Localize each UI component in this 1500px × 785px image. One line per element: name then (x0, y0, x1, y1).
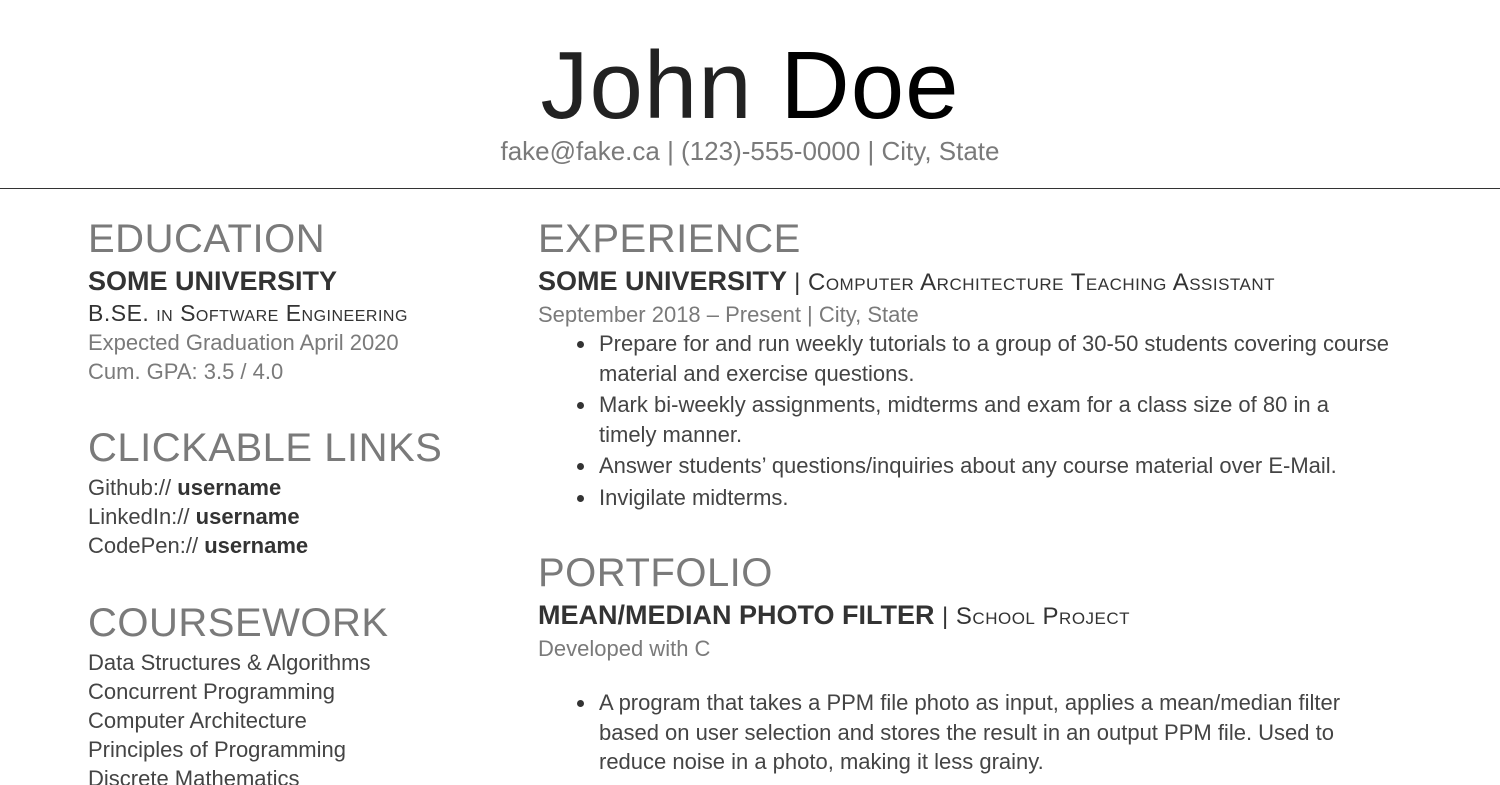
link-codepen[interactable] (88, 531, 508, 560)
link-prefix: CodePen:// (88, 533, 199, 558)
link-handle[interactable]: username (195, 504, 300, 529)
experience-section (538, 214, 1418, 512)
portfolio-section (538, 548, 1418, 777)
course-item: Discrete Mathematics (88, 766, 300, 785)
course-item: Computer Architecture (88, 708, 307, 733)
right-column (538, 214, 1418, 779)
bullet-item: A program that takes a PPM file photo as input, applies a mean/median filter based on user selection and stores the result in an output PPM file. Used to reduce noise in a photo, making it less grainy. (599, 688, 1389, 777)
education-section (88, 214, 508, 386)
coursework-section (88, 598, 508, 785)
link-linkedin[interactable] (88, 502, 508, 531)
last-name: Doe (780, 32, 960, 139)
bullet-item: Prepare for and run weekly tutorials to a group of 30-50 students covering course material and exercise questions. (599, 329, 1389, 388)
link-handle[interactable]: username (204, 533, 309, 558)
course-item: Data Structures & Algorithms (88, 650, 371, 675)
bullet-item: Invigilate midterms. (599, 483, 1389, 513)
portfolio-heading: PORTFOLIO (538, 551, 773, 595)
project-heading (538, 598, 1418, 634)
experience-entry-heading (538, 264, 1418, 300)
contact-line: fake@fake.ca | (123)-555-0000 | City, State (500, 136, 1000, 166)
link-github[interactable] (88, 473, 508, 502)
experience-bullets (538, 329, 1418, 512)
job-dates: September 2018 – Present | City, State (538, 302, 919, 327)
education-heading: EDUCATION (88, 217, 326, 261)
project-tech: Developed with C (538, 636, 711, 661)
bullet-item: Mark bi-weekly assignments, midterms and exam for a class size of 80 in a timely manner. (599, 390, 1389, 449)
graduation-date: Expected Graduation April 2020 (88, 330, 399, 355)
link-prefix: Github:// (88, 475, 172, 500)
degree: B.SE. in Software Engineering (88, 300, 408, 326)
project-kind: | School Project (942, 603, 1131, 630)
candidate-name (0, 30, 1500, 142)
left-column (88, 214, 508, 785)
link-handle[interactable]: username (177, 475, 282, 500)
header-divider (0, 188, 1500, 189)
gpa: Cum. GPA: 3.5 / 4.0 (88, 359, 284, 384)
links-section (88, 423, 508, 560)
school-name: SOME UNIVERSITY (88, 266, 338, 296)
course-item: Principles of Programming (88, 737, 346, 762)
first-name: John (540, 32, 753, 139)
bullet-item: Answer students’ questions/inquiries about any course material over E-Mail. (599, 451, 1389, 481)
links-heading: CLICKABLE LINKS (88, 426, 443, 470)
job-title: | Computer Architecture Teaching Assistant (794, 269, 1276, 296)
course-item: Concurrent Programming (88, 679, 335, 704)
coursework-heading: COURSEWORK (88, 601, 389, 645)
experience-heading: EXPERIENCE (538, 217, 801, 261)
link-prefix: LinkedIn:// (88, 504, 190, 529)
employer-name: SOME UNIVERSITY (538, 266, 787, 296)
portfolio-bullets (538, 688, 1418, 777)
project-name: MEAN/MEDIAN PHOTO FILTER (538, 600, 935, 630)
